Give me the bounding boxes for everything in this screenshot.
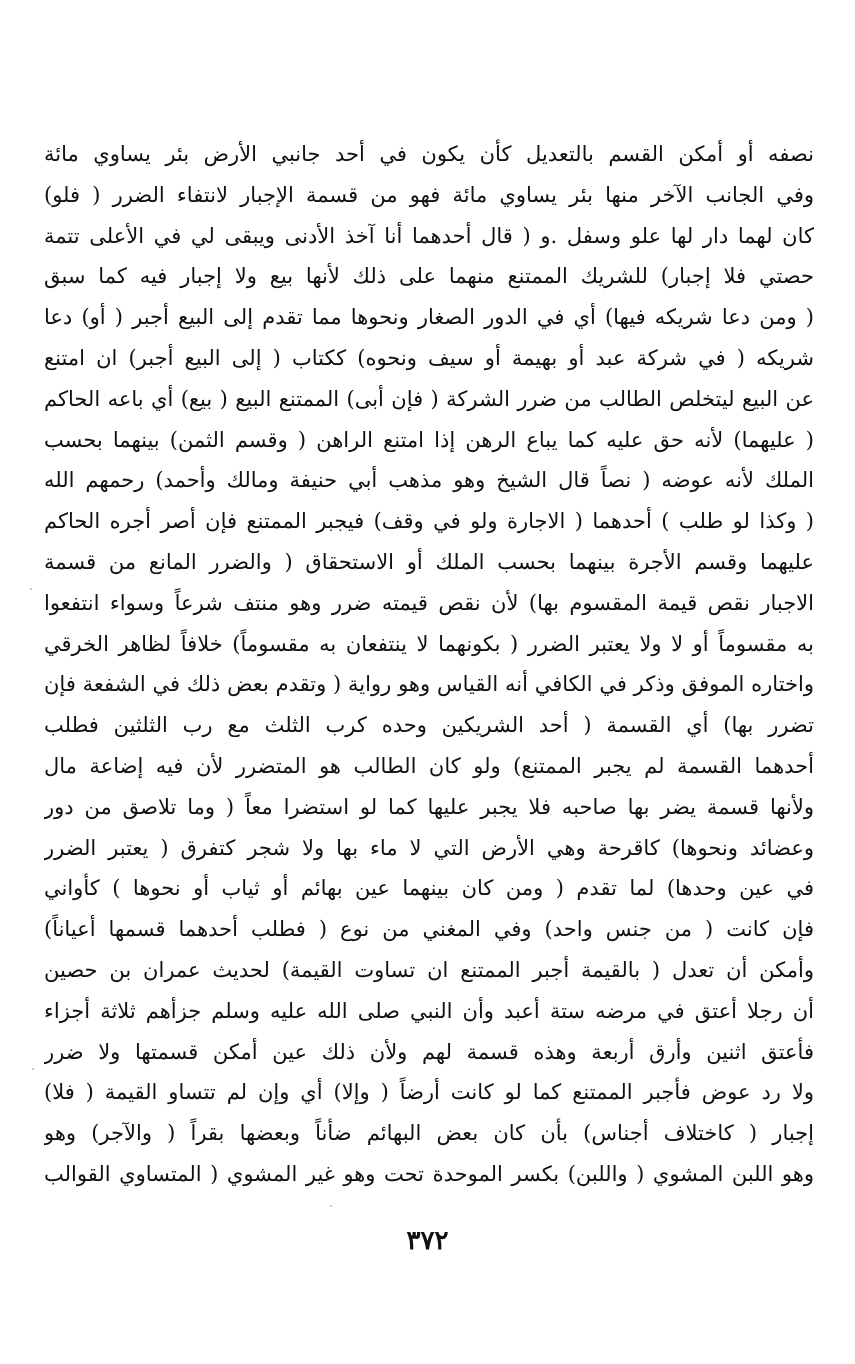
text-line: شريكه ( في شركة عبد أو بهيمة أو سيف ونحوه) ككتاب ( إلى البيع أجبر) ان امتنع (44, 345, 814, 370)
text-line: فأعتق اثنين وأرق أربعة وهذه قسمة لهم ولأن ذلك عين أمكن قسمتها ولا ضرر (44, 1039, 814, 1064)
text-line: الملك لأنه عوضه ( نصاً قال الشيخ وهو مذهب أبي حنيفة ومالك وأحمد) رحمهم الله (44, 468, 814, 493)
text-line: أحدهما القسمة لم يجبر الممتنع) ولو كان الطالب هو المتضرر لأن فيه إضاعة مال (44, 753, 814, 778)
text-line: إجبار ( كاختلاف أجناس) بأن كان بعض البهائم ضأناً وبعضها بقراً ( والآجر) وهو (44, 1121, 814, 1146)
paper-speck (32, 1068, 34, 1070)
text-line: ( وكذا لو طلب ) أحدهما ( الاجارة ولو في وقف) فيجبر الممتنع فإن أصر أجره الحاكم (44, 509, 814, 534)
text-line: تضرر بها) أي القسمة ( أحد الشريكين وحده كرب الثلث مع رب الثلثين فطلب (44, 713, 814, 738)
text-line: في عين وحدها) لما تقدم ( ومن كان بينهما عين بهائم أو ثياب أو نحوها ) كأواني (44, 876, 814, 901)
text-line: ولأنها قسمة يضر بها صاحبه فلا يجبر عليها كما لو استضرا معاً ( وما تلاصق من دور (44, 794, 814, 819)
text-line: حصتي فلا إجبار) للشريك الممتنع منهما على ذلك لأنها بيع ولا إجبار فيه كما سبق (44, 264, 814, 289)
text-line: أن رجلا أعتق في مرضه ستة أعبد وأن النبي صلى الله عليه وسلم جزأهم ثلاثة أجزاء (44, 998, 814, 1023)
text-line: نصفه أو أمكن القسم بالتعديل كأن يكون في أحد جانبي الأرض بئر يساوي مائة (44, 142, 814, 166)
paper-speck (330, 1205, 332, 1207)
text-line: وعضائد ونحوها) كاقرحة وهي الأرض التي لا ماء بها ولا شجر كتفرق ( يعتبر الضرر (44, 835, 814, 860)
text-line: وفي الجانب الآخر منها بئر يساوي مائة فهو من قسمة الإجبار لانتفاء الضرر ( فلو) (44, 182, 814, 207)
text-line: وهو اللبن المشوي ( واللبن) بكسر الموحدة تحت وهو غير المشوي ( المتساوي القوالب (44, 1161, 814, 1186)
text-line: ولا رد عوض فأجبر الممتنع كما لو كانت أرضاً ( وإلا) أي وإن لم تتساو القيمة ( فلا) (44, 1080, 814, 1105)
text-line: كان لهما دار لها علو وسفل .و ( قال أحدهما أنا آخذ الأدنى ويبقى لي في الأعلى تتمة (44, 223, 814, 248)
page-number: ٣٧٢ (406, 1226, 449, 1256)
text-line: وأمكن أن تعدل ( بالقيمة أجبر الممتنع ان تساوت القيمة) لحديث عمران بن حصين (44, 957, 814, 982)
paper-speck (30, 588, 32, 590)
text-line: فإن كانت ( من جنس واحد) وفي المغني من نوع ( فطلب أحدهما قسمها أعياناً) (44, 917, 814, 942)
text-line: ( عليهما) لأنه حق عليه كما يباع الرهن إذا امتنع الراهن ( وقسم الثمن) بينهما بحسب (44, 427, 814, 452)
text-line: عليهما وقسم الأجرة بينهما بحسب الملك أو الاستحقاق ( والضرر المانع من قسمة (44, 549, 814, 574)
text-line: الاجبار نقص قيمة المقسوم بها) لأن نقص قيمته ضرر وهو منتف شرعاً وسواء انتفعوا (44, 590, 814, 615)
text-line: عن البيع ليتخلص الطالب من ضرر الشركة ( فإن أبى) الممتنع البيع ( بيع) أي باعه الحاكم (44, 386, 814, 411)
text-line: ( ومن دعا شريكه فيها) أي في الدور الصغار ونحوها مما تقدم إلى البيع أجبر ( أو) دعا (44, 305, 814, 330)
text-line: به مقسوماً أو لا ولا يعتبر الضرر ( بكونهما لا ينتفعان به مقسوماً) خلافاً لظاهر الخرقي (44, 631, 814, 656)
text-line: واختاره الموفق وذكر في الكافي أنه القياس وهو رواية ( وتقدم بعض ذلك في الشفعة فإن (44, 672, 814, 697)
body-text (44, 134, 814, 1195)
